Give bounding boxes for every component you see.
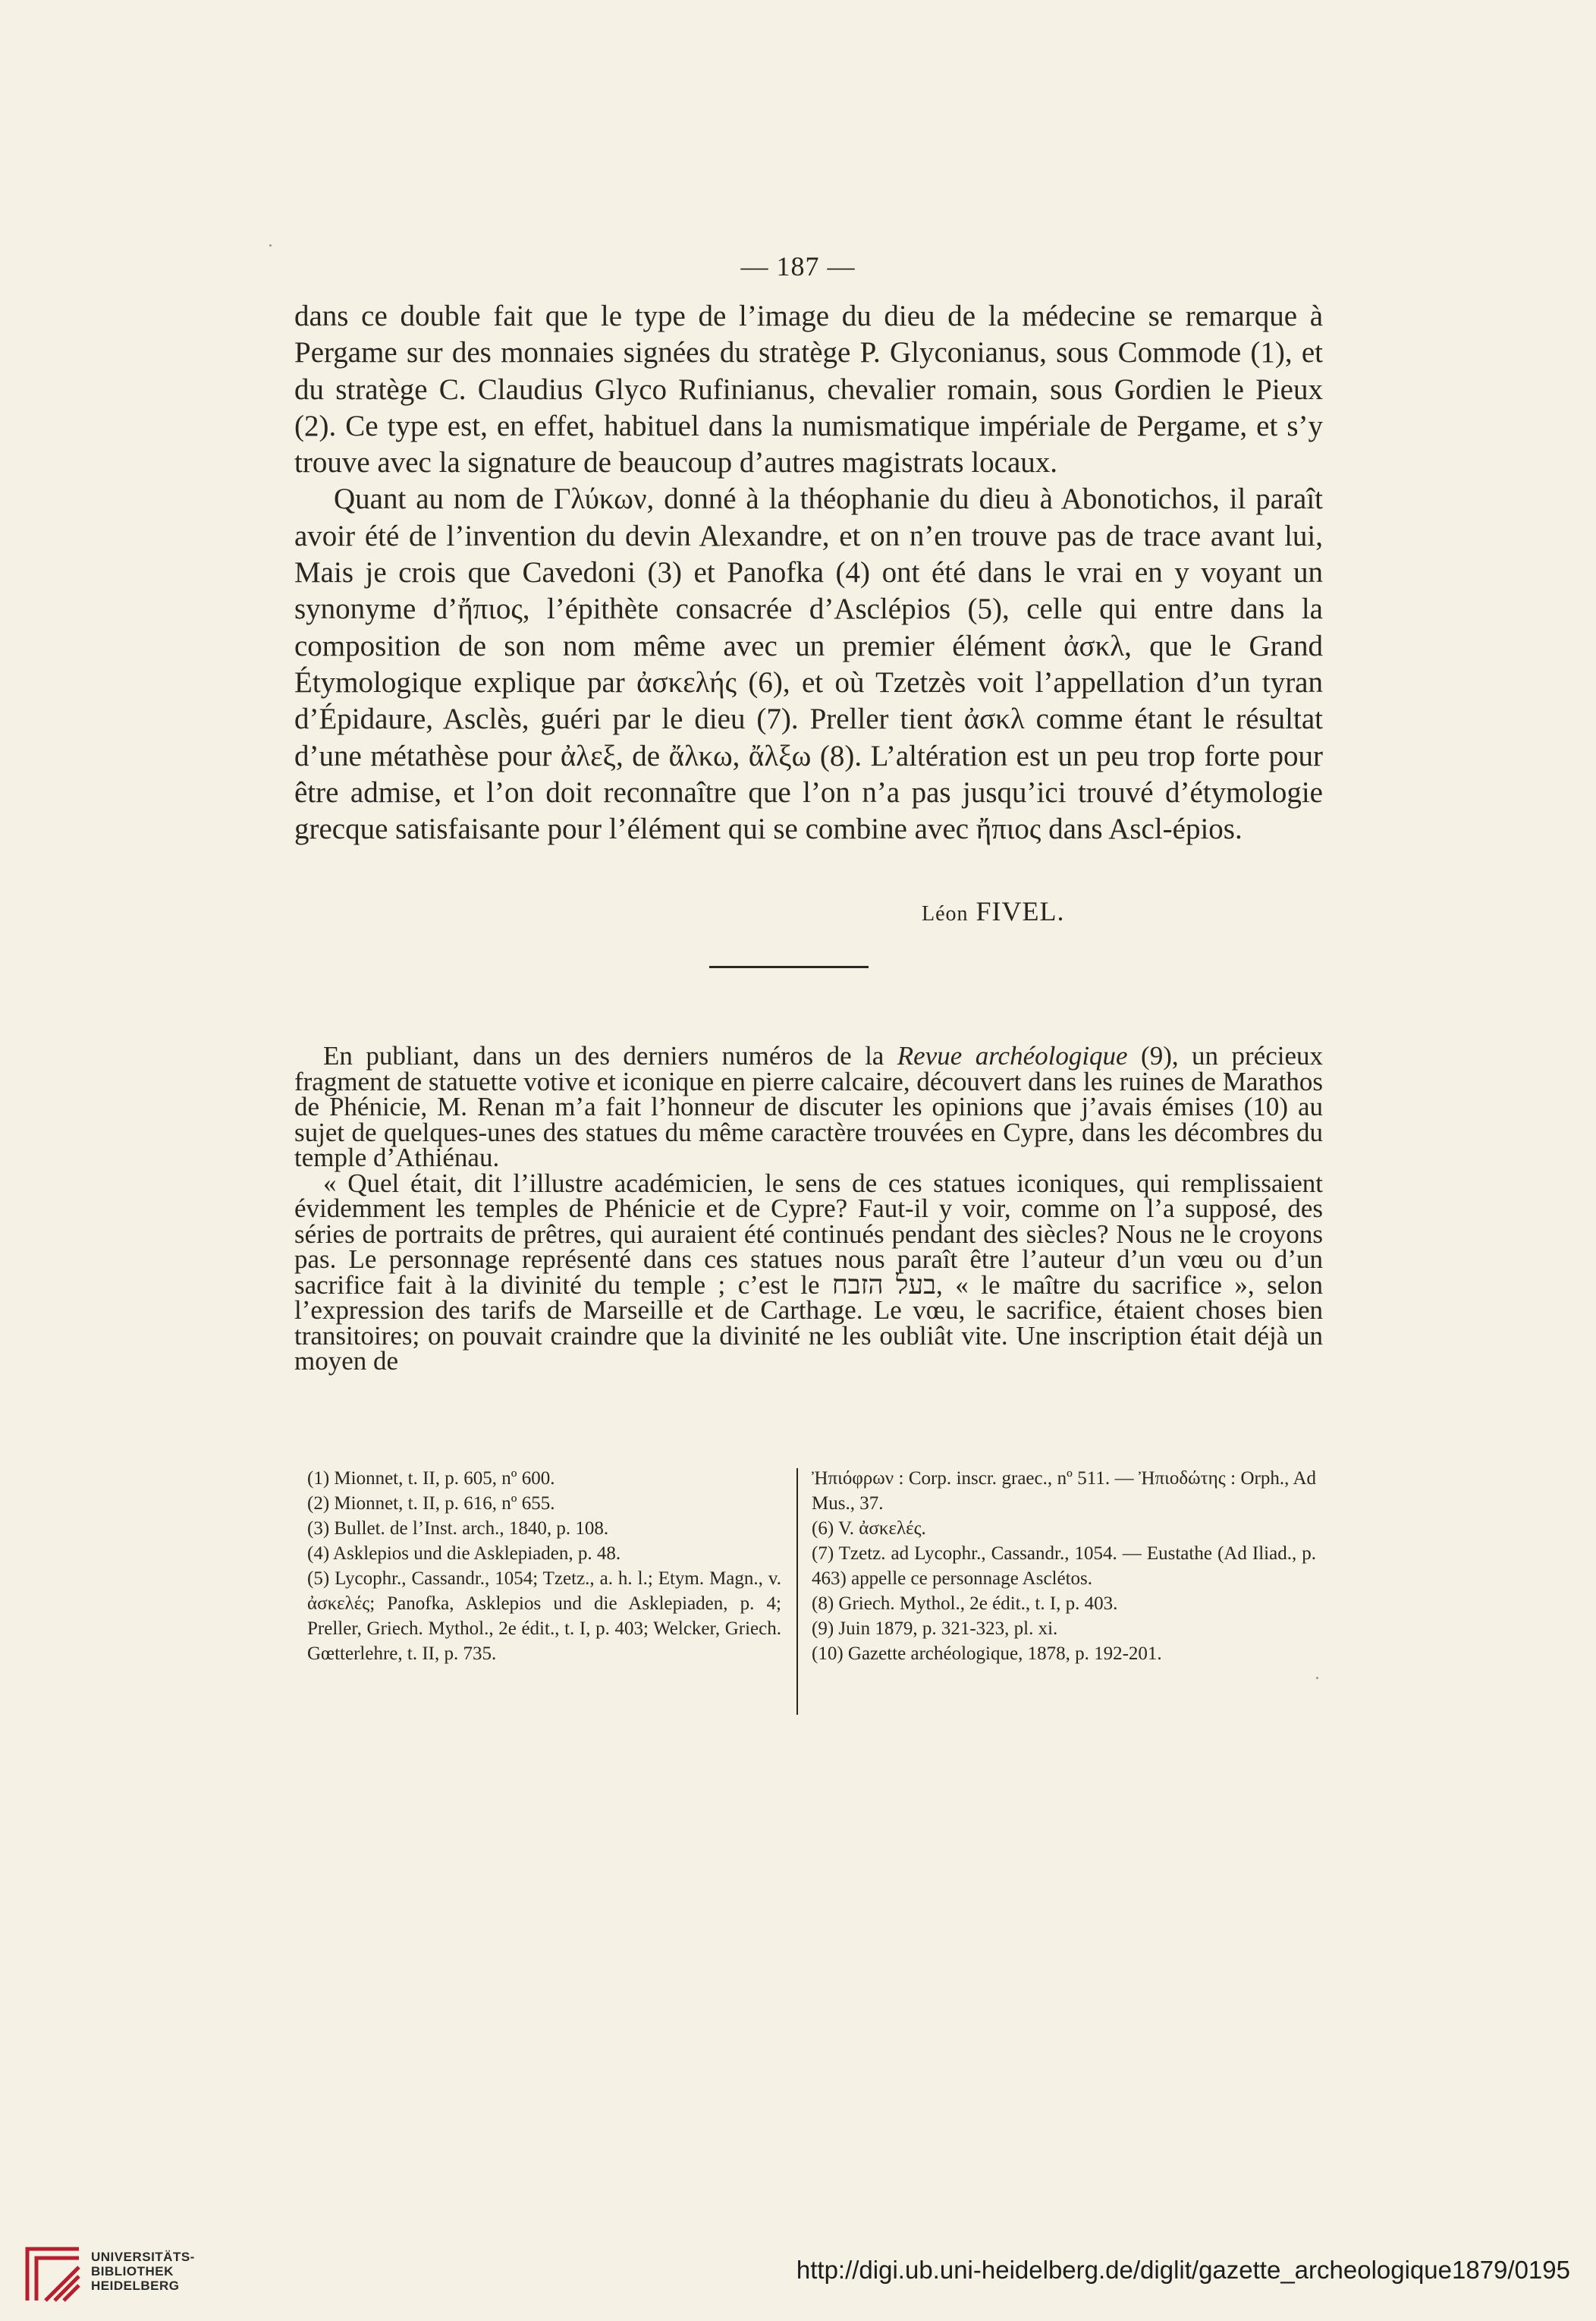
page-number: — 187 — — [740, 251, 856, 281]
footnote: (2) Mionnet, t. II, p. 616, nº 655. — [307, 1493, 555, 1514]
paragraph: Quant au nom de Γλύκων, donné à la théophanie du dieu à Abonotichos, il paraît avoir été de l’invention du devin Alexandre, et on n’en trouve pas de trace avant lui, Mais je crois que Cavedoni (3) et Panofka (4) ont été dans le vrai en y voyant un synonyme d’ἤπιος, l’épithète consacrée d’Asclépios (5), celle qui entre dans la composition de son nom même avec un premier élément ἀσκλ, que le Grand Étymologique explique par ἀσκελής (6), et où Tzetzès voit l’appellation d’un tyran d’Épidaure, Asclès, guéri par le dieu (7). Preller tient ἀσκλ comme étant le résultat d’une métathèse pour ἀλεξ, de ἄλκω, ἄλξω (8). L’altération est un peu trop forte pour être admise, et l’on doit reconnaître que l’on n’a pas jusqu’ici trouvé d’étymologie grecque satisfaisante pour l’élément qui se combine avec ἤπιος dans Ascl-épios. — [294, 483, 1323, 846]
page-speck — [269, 244, 272, 247]
library-name — [91, 2250, 195, 2293]
paragraph: dans ce double fait que le type de l’image du dieu de la médecine se remarque à Pergame sur des monnaies signées du stratège P. Glyconianus, sous Commode (1), et du stratège C. Claudius Glyco Rufinianus, chevalier romain, sous Gordien le Pieux (2). Ce type est, en effet, habituel dans la numismatique impériale de Pergame, et s’y trouve avec la signature de beaucoup d’autres magistrats locaux. — [294, 300, 1323, 480]
article-fivel — [294, 298, 1323, 848]
section-divider — [709, 966, 869, 968]
footnote: (8) Griech. Mythol., 2e édit., t. I, p. 403. — [812, 1593, 1118, 1614]
article-renan — [294, 1043, 1323, 1374]
paragraph — [294, 1043, 1323, 1171]
footnote: (10) Gazette archéologique, 1878, p. 192-201. — [812, 1643, 1162, 1664]
library-name-line: HEIDELBERG — [91, 2279, 180, 2293]
source-url[interactable]: http://digi.ub.uni-heidelberg.de/diglit/gazette_archeologique1879/0195 — [796, 2256, 1570, 2284]
library-name-line: BIBLIOTHEK — [91, 2264, 174, 2279]
footnotes-right — [812, 1466, 1316, 1666]
text-run: En publiant, dans un des derniers numéros de la — [323, 1041, 897, 1071]
author-last-name: FIVEL. — [976, 896, 1065, 926]
journal-title: Revue archéologique — [897, 1041, 1128, 1071]
author-first-name: Léon — [922, 902, 969, 926]
footnote: Ἠπιόφρων : Corp. inscr. graec., nº 511. — Ἠπιοδώτης : Orph., Ad Mus., 37. — [812, 1468, 1316, 1514]
footnote: (4) Asklepios und die Asklepiaden, p. 48. — [307, 1543, 621, 1564]
footnotes-left — [307, 1466, 781, 1666]
footnote: (9) Juin 1879, p. 321-323, pl. xi. — [812, 1618, 1058, 1639]
page-speck — [1316, 1677, 1318, 1679]
paragraph: « Quel était, dit l’illustre académicien, le sens de ces statues iconiques, qui remplissaient évidemment les temples de Phénicie et de Cypre? Faut-il y voir, comme on l’a supposé, des séries de portraits de prêtres, qui auraient été continués pendant des siècles? Nous ne le croyons pas. Le personnage représenté dans ces statues nous paraît être l’auteur d’un vœu ou d’un sacrifice fait à la divinité du temple ; c’est le בעל הזבח, « le maître du sacrifice », selon l’expression des tarifs de Marseille et de Carthage. Le vœu, le sacrifice, étaient choses bien transitoires; on pouvait craindre que la divinité ne les oubliât vite. Une inscription était déjà un moyen de — [294, 1168, 1323, 1376]
footnote: (3) Bullet. de l’Inst. arch., 1840, p. 108. — [307, 1518, 609, 1539]
footnote: (5) Lycophr., Cassandr., 1054; Tzetz., a. h. l.; Etym. Magn., v. ἀσκελές; Panofka, Asklepios und die Asklepiaden, p. 4; Preller, Griech. Mythol., 2e édit., t. I, p. 403; Welcker, Griech. Gœtterlehre, t. II, p. 735. — [307, 1568, 781, 1664]
author-signature — [922, 895, 1065, 927]
text-run: (9), un précieux fragment de statuette votive et iconique en pierre calcaire, découvert dans les ruines de Marathos de Phénicie, M. Renan m’a fait l’honneur de discuter les opinions que j’avais émises (10) au sujet de quelques-unes des statues du même caractère trouvées en Cypre, dans les décombres du temple d’Athiénau. — [294, 1041, 1323, 1172]
footnote: (6) V. ἀσκελές. — [812, 1518, 926, 1539]
university-library-logo-icon — [23, 2244, 83, 2305]
library-name-line: UNIVERSITÄTS- — [91, 2250, 195, 2264]
footnote-column-divider — [796, 1468, 798, 1715]
footnote: (1) Mionnet, t. II, p. 605, nº 600. — [307, 1468, 555, 1489]
footnote: (7) Tzetz. ad Lycophr., Cassandr., 1054. — Eustathe (Ad Iliad., p. 463) appelle ce personnage Asclétos. — [812, 1543, 1316, 1589]
